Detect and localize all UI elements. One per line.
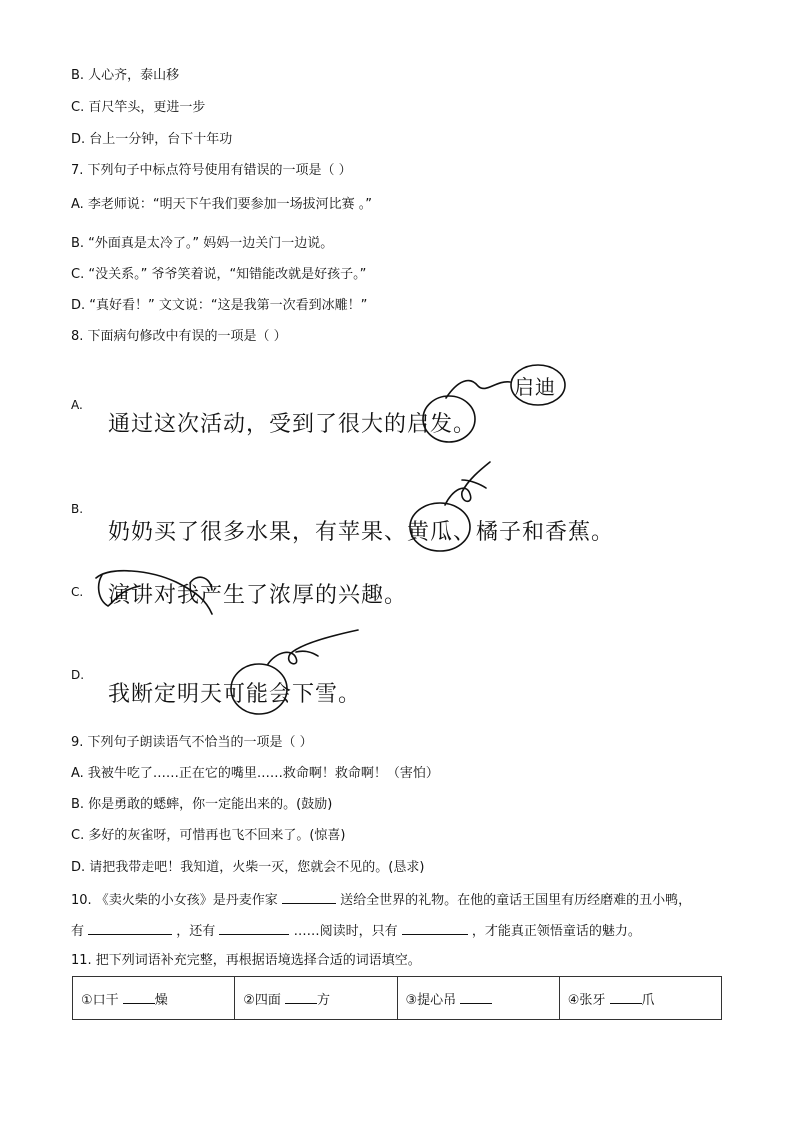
- q8-label-b: B.: [71, 502, 84, 516]
- q9-stem: 9. 下列句子朗读语气不恰当的一项是（ ）: [71, 735, 313, 750]
- q10-text-6: ，才能真正领悟童话的魅力。: [471, 924, 641, 939]
- q10-blank-3[interactable]: [402, 921, 468, 935]
- q8-label-a: A.: [71, 398, 83, 412]
- q8-label-d: D.: [71, 668, 85, 682]
- q11-cell-1-pre: ①口干: [81, 992, 119, 1008]
- q6-option-d: D. 台上一分钟，台下十年功: [71, 132, 233, 147]
- q11-stem: 11. 把下列词语补充完整，再根据语境选择合适的词语填空。: [71, 953, 421, 968]
- q11-cell-2-pre: ②四面: [243, 992, 281, 1008]
- q7-option-d: D. “真好看！” 文文说：“这是我第一次看到冰雕！”: [71, 298, 368, 313]
- q11-cell-4: [559, 977, 721, 1020]
- q6-option-b: B. 人心齐，泰山移: [71, 68, 180, 83]
- q8-correction-a: 启迪: [514, 375, 556, 399]
- q8-label-c: C.: [71, 585, 84, 599]
- q7-option-c: C. “没关系。” 爷爷笑着说，“知错能改就是好孩子。”: [71, 267, 367, 282]
- q10-text-1: 10. 《卖火柴的小女孩》是丹麦作家: [71, 893, 278, 908]
- q7-option-a: A. 李老师说：“明天下午我们要参加一场拔河比赛 。”: [71, 197, 373, 212]
- q10-blank-2[interactable]: [219, 921, 289, 935]
- q7-stem: 7. 下列句子中标点符号使用有错误的一项是（ ）: [71, 163, 352, 178]
- q10-text-4: ，还有: [176, 924, 216, 939]
- q11-word-table: [72, 976, 722, 1020]
- delete-mark-b: [445, 462, 490, 505]
- q11-cell-2: [235, 977, 397, 1020]
- delete-loop-d: [296, 651, 318, 656]
- q10-blank-author[interactable]: [282, 890, 336, 904]
- q11-cell-3: [397, 977, 559, 1020]
- q11-blank-1[interactable]: [123, 990, 155, 1004]
- q9-option-a: A. 我被牛吃了……正在它的嘴里……救命啊！救命啊！（害怕）: [71, 766, 439, 781]
- q8-sentence-a: 通过这次活动，受到了很大的启发。: [108, 412, 477, 437]
- q11-cell-1: [73, 977, 235, 1020]
- delete-loop-b: [462, 480, 486, 488]
- link-line-a: [446, 381, 510, 398]
- q11-blank-2[interactable]: [285, 990, 317, 1004]
- q10-text-2: 送给全世界的礼物。在他的童话王国里有历经磨难的丑小鸭，: [340, 893, 692, 908]
- q11-blank-4[interactable]: [610, 990, 642, 1004]
- q8-stem: 8. 下面病句修改中有误的一项是（ ）: [71, 329, 287, 344]
- q10-text-3: 有: [71, 924, 85, 939]
- q10-line-1: [71, 890, 691, 910]
- q8-sentence-c: 演讲对我产生了浓厚的兴趣。: [108, 583, 408, 608]
- q11-cell-3-pre: ③提心吊: [405, 992, 457, 1008]
- q8-sentence-d: 我断定明天可能会下雪。: [108, 682, 362, 707]
- q10-line-2: [71, 921, 641, 941]
- q11-cell-4-post: 爪: [641, 992, 655, 1008]
- q8-sentence-b: 奶奶买了很多水果，有苹果、黄瓜、橘子和香蕉。: [108, 520, 615, 545]
- q10-blank-1[interactable]: [88, 921, 172, 935]
- q9-option-c: C. 多好的灰雀呀，可惜再也飞不回来了。(惊喜): [71, 828, 346, 843]
- q10-text-5: ……阅读时，只有: [293, 924, 398, 939]
- q9-option-d: D. 请把我带走吧！我知道，火柴一灭，您就会不见的。(恳求): [71, 860, 425, 875]
- q6-option-c: C. 百尺竿头，更进一步: [71, 100, 206, 115]
- q7-option-b: B. “外面真是太冷了。” 妈妈一边关门一边说。: [71, 236, 334, 251]
- delete-mark-d: [268, 630, 358, 664]
- q11-cell-1-post: 燥: [154, 992, 168, 1008]
- q9-option-b: B. 你是勇敢的蟋蟀，你一定能出来的。(鼓励): [71, 797, 333, 812]
- q11-cell-4-pre: ④张牙: [567, 992, 606, 1008]
- q11-blank-3[interactable]: [460, 990, 492, 1004]
- q11-cell-2-post: 方: [317, 992, 331, 1008]
